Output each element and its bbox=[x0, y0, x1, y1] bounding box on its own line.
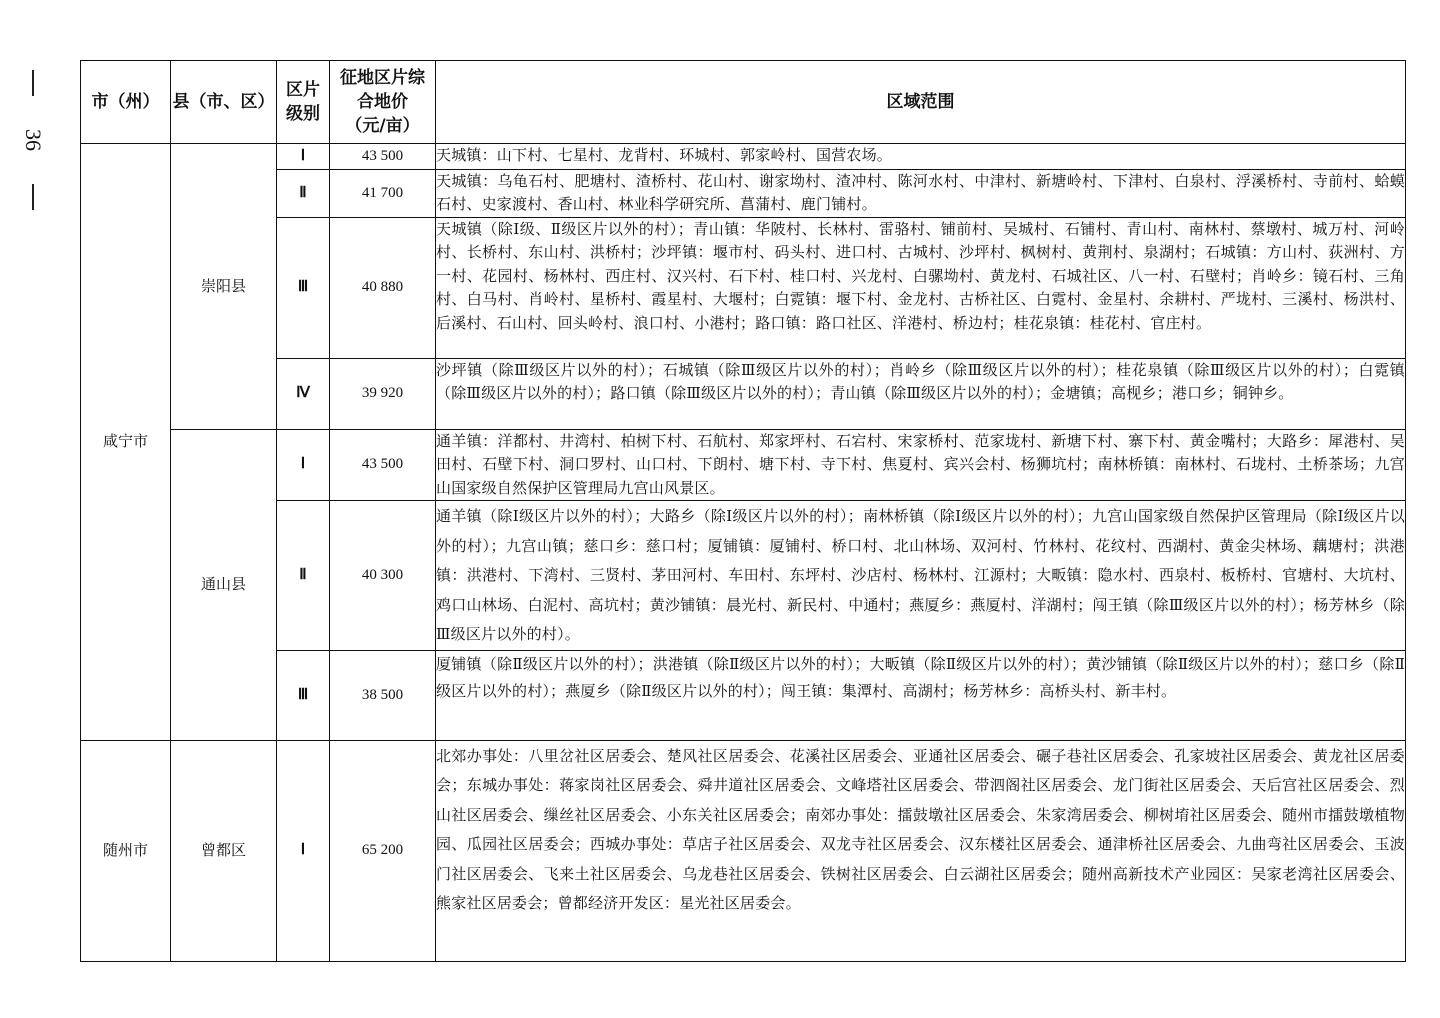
county-cell: 曾都区 bbox=[171, 740, 277, 961]
table-row bbox=[81, 650, 1406, 740]
area-cell: 厦铺镇（除Ⅱ级区片以外的村）；洪港镇（除Ⅱ级区片以外的村）；大畈镇（除Ⅱ级区片以外的村）；黄沙铺镇（除Ⅱ级区片以外的村）；慈口乡（除Ⅱ级区片以外的村）；燕厦乡（除Ⅱ级区片以外的村）；闯王镇：集潭村、高湖村；杨芳林乡：高桥头村、新丰村。 bbox=[436, 650, 1406, 740]
price-cell: 65 200 bbox=[330, 740, 436, 961]
area-cell: 天城镇：山下村、七星村、龙背村、环城村、郭家岭村、国营农场。 bbox=[436, 144, 1406, 170]
price-cell: 43 500 bbox=[330, 430, 436, 501]
price-cell: 40 300 bbox=[330, 501, 436, 651]
header-level: 区片级别 bbox=[277, 61, 330, 144]
table-row bbox=[81, 170, 1406, 218]
area-cell: 北郊办事处：八里岔社区居委会、楚风社区居委会、花溪社区居委会、亚通社区居委会、碾子巷社区居委会、孔家坡社区居委会、黄龙社区居委会；东城办事处：蒋家岗社区居委会、舜井道社区居委会、文峰塔社区居委会、带泗阁社区居委会、龙门街社区居委会、天后宫社区居委会、烈山社区居委会、缫丝社区居委会、小东关社区居委会；南郊办事处：擂鼓墩社区居委会、朱家湾居委会、柳树堉社区居委会、随州市擂鼓墩植物园、瓜园社区居委会；西城办事处：草店子社区居委会、双龙寺社区居委会、汉东楼社区居委会、通津桥社区居委会、九曲弯社区居委会、玉波门社区居委会、飞来土社区居委会、乌龙巷社区居委会、铁树社区居委会、白云湖社区居委会；随州高新技术产业园区：吴家老湾社区居委会、熊家社区居委会；曾都经济开发区：星光社区居委会。 bbox=[436, 740, 1406, 961]
price-cell: 39 920 bbox=[330, 359, 436, 430]
level-cell: Ⅲ bbox=[277, 218, 330, 359]
level-cell: Ⅲ bbox=[277, 650, 330, 740]
level-cell: Ⅰ bbox=[277, 144, 330, 170]
area-cell: 通羊镇：洋都村、井湾村、柏树下村、石航村、郑家坪村、石宕村、宋家桥村、范家垅村、新塘下村、寨下村、黄金嘴村；大路乡：犀港村、吴田村、石壁下村、洞口罗村、山口村、下朗村、塘下村、寺下村、焦夏村、宾兴会村、杨狮坑村；南林桥镇：南林村、石垅村、土桥茶场；九宫山国家级自然保护区管理局九宫山风景区。 bbox=[436, 430, 1406, 501]
table-row bbox=[81, 501, 1406, 651]
table-row bbox=[81, 144, 1406, 170]
table-header-row bbox=[81, 61, 1406, 144]
level-cell: Ⅰ bbox=[277, 430, 330, 501]
land-price-table bbox=[80, 60, 1406, 962]
header-county: 县（市、区） bbox=[171, 61, 277, 144]
table-row bbox=[81, 740, 1406, 961]
level-cell: Ⅱ bbox=[277, 170, 330, 218]
table-row bbox=[81, 218, 1406, 359]
header-city: 市（州） bbox=[81, 61, 171, 144]
county-cell: 崇阳县 bbox=[171, 144, 277, 430]
table-row bbox=[81, 430, 1406, 501]
price-cell: 41 700 bbox=[330, 170, 436, 218]
page-number-dash-top bbox=[32, 70, 34, 96]
level-cell: Ⅳ bbox=[277, 359, 330, 430]
page-number-dash-bottom bbox=[32, 184, 34, 210]
header-price: 征地区片综合地价（元/亩） bbox=[330, 61, 436, 144]
city-cell: 随州市 bbox=[81, 740, 171, 961]
header-area: 区域范围 bbox=[436, 61, 1406, 144]
price-cell: 40 880 bbox=[330, 218, 436, 359]
page-number bbox=[18, 70, 48, 210]
city-cell: 咸宁市 bbox=[81, 144, 171, 741]
area-cell: 沙坪镇（除Ⅲ级区片以外的村）；石城镇（除Ⅲ级区片以外的村）；肖岭乡（除Ⅲ级区片以外的村）；桂花泉镇（除Ⅲ级区片以外的村）；白霓镇（除Ⅲ级区片以外的村）；路口镇（除Ⅲ级区片以外的村）；青山镇（除Ⅲ级区片以外的村）；金塘镇；高枧乡；港口乡；铜钟乡。 bbox=[436, 359, 1406, 430]
level-cell: Ⅰ bbox=[277, 740, 330, 961]
page-number-text: 36 bbox=[21, 129, 46, 151]
level-cell: Ⅱ bbox=[277, 501, 330, 651]
area-cell: 通羊镇（除Ⅰ级区片以外的村）；大路乡（除Ⅰ级区片以外的村）；南林桥镇（除Ⅰ级区片以外的村）；九宫山国家级自然保护区管理局（除Ⅰ级区片以外的村）；九宫山镇；慈口乡：慈口村；厦铺镇：厦铺村、桥口村、北山林场、双河村、竹林村、花纹村、西湖村、黄金尖林场、藕塘村；洪港镇：洪港村、下湾村、三贤村、茅田河村、车田村、东坪村、沙店村、杨林村、江源村；大畈镇：隐水村、西泉村、板桥村、官塘村、大坑村、鸡口山林场、白泥村、高坑村；黄沙铺镇：晨光村、新民村、中通村；燕厦乡：燕厦村、洋湖村；闯王镇（除Ⅲ级区片以外的村）；杨芳林乡（除Ⅲ级区片以外的村）。 bbox=[436, 501, 1406, 651]
price-cell: 38 500 bbox=[330, 650, 436, 740]
county-cell: 通山县 bbox=[171, 430, 277, 741]
price-cell: 43 500 bbox=[330, 144, 436, 170]
area-cell: 天城镇（除Ⅰ级、Ⅱ级区片以外的村）；青山镇：华陂村、长林村、雷骆村、铺前村、吴城村、石铺村、青山村、南林村、蔡墩村、城万村、河岭村、长桥村、东山村、洪桥村；沙坪镇：堰市村、码头村、进口村、古城村、沙坪村、枫树村、黄荆村、泉湖村；石城镇：方山村、荻洲村、方一村、花园村、杨林村、西庄村、汉兴村、石下村、桂口村、兴龙村、白骡坳村、黄龙村、石城社区、八一村、石壁村；肖岭乡：镜石村、三角村、白马村、肖岭村、星桥村、霞星村、大堰村；白霓镇：堰下村、金龙村、古桥社区、白霓村、金星村、余耕村、严垅村、三溪村、杨洪村、后溪村、石山村、回头岭村、浪口村、小港村；路口镇：路口社区、洋港村、桥边村；桂花泉镇：桂花村、官庄村。 bbox=[436, 218, 1406, 359]
area-cell: 天城镇：乌龟石村、肥塘村、渣桥村、花山村、谢家坳村、渣冲村、陈河水村、中津村、新塘岭村、下津村、白泉村、浮溪桥村、寺前村、蛤蟆石村、史家渡村、香山村、林业科学研究所、菖蒲村、鹿门铺村。 bbox=[436, 170, 1406, 218]
table-row bbox=[81, 359, 1406, 430]
